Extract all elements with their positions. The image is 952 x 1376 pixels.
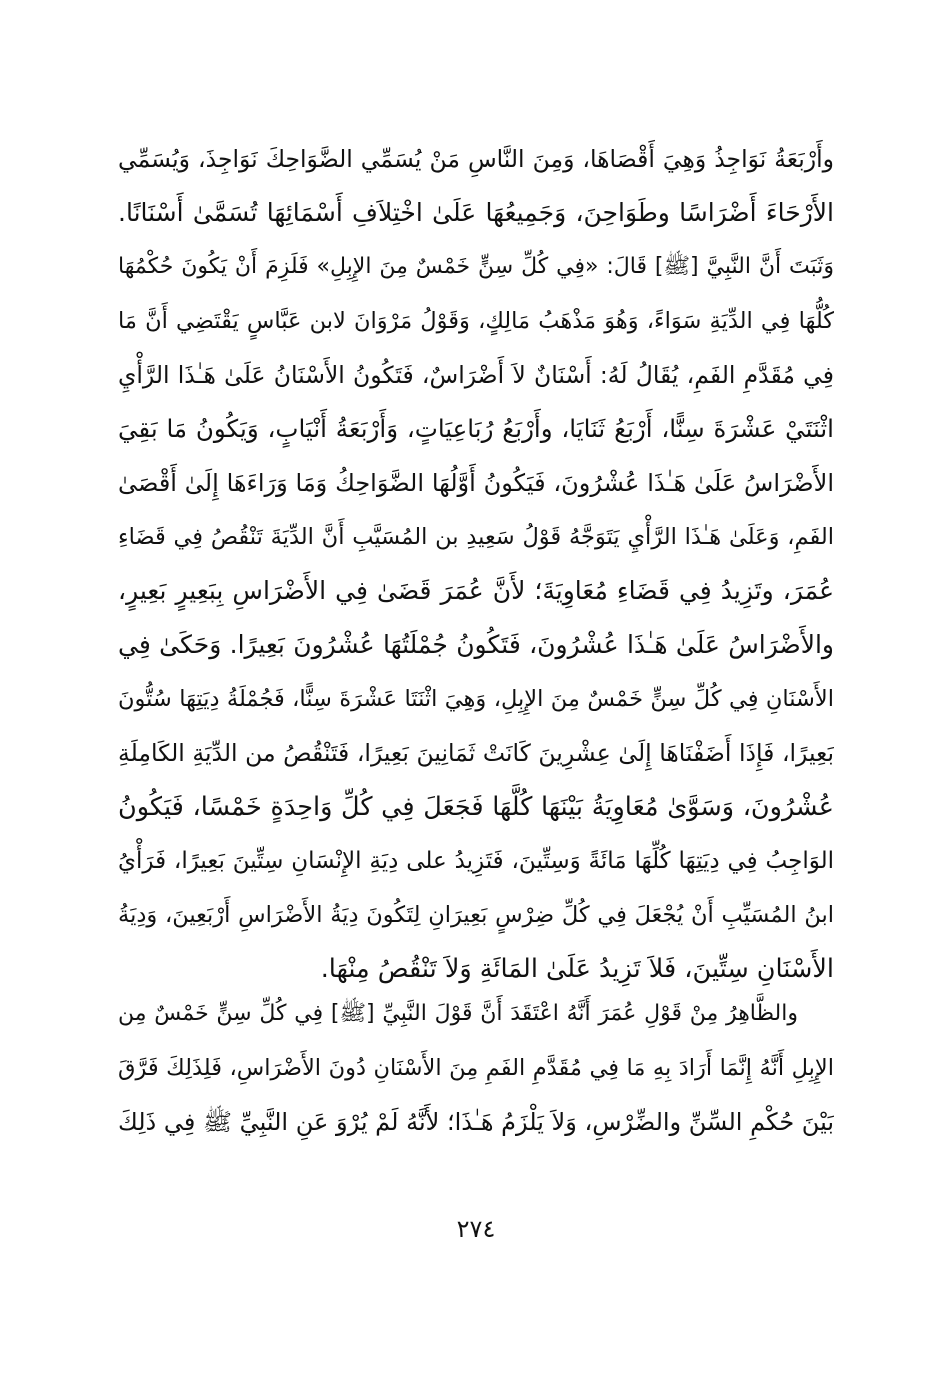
paragraph-line: الأَرْحَاءَ أَضْرَاسًا وطَوَاحِنَ، وَجَمِيعُهَا عَلَىٰ اخْتِلاَفِ أَسْمَائِهَا تُسَمَّىٰ أَسْنَانًا. <box>118 198 834 227</box>
paragraph-line: اثْنَتَيْ عَشْرَةَ سِنًّا، أَرْبَعُ ثَنَايَا، وأَرْبَعُ رُبَاعِيَاتٍ، وَأَرْبَعَةُ أَنْيَابٍ، وَيَكُونُ مَا بَقِيَ <box>118 414 834 443</box>
paragraph-line: كُلُّهَا فِي الدِّيَةِ سَوَاءً، وَهُوَ مَذْهَبُ مَالِكٍ، وَقَوْلُ مَرْوَانَ لابن عَبَّاسٍ يَقْتَضِي أَنَّ مَا <box>118 308 834 334</box>
paragraph-line: عُشْرُونَ، وَسَوَّىٰ مُعَاوِيَةُ بَيْنَهَا كُلَّهَا فَجَعَلَ فِي كُلِّ وَاحِدَةٍ خَمْسًا، فَيَكُونُ <box>118 792 834 822</box>
paragraph-line: الأَضْرَاسُ عَلَىٰ هَـٰذَا عُشْرُونَ، فَيَكُونُ أَوَّلُهَا الضَّوَاحِكُ وَمَا وَرَاءَهَا إِلَىٰ أَقْصَىٰ <box>118 469 834 497</box>
paragraph-line: عُمَرَ، وتَزِيدُ فِي قَضَاءِ مُعَاوِيَةَ؛ لأَنَّ عُمَرَ قَضَىٰ فِي الأَضْرَاسِ بِبَعِيرٍ بَعِيرٍ، <box>118 576 834 605</box>
paragraph-line: ابنُ المُسَيِّبِ أَنْ يُجْعَلَ فِي كُلِّ ضِرْسٍ بَعِيرَانِ لِتَكُونَ دِيَةُ الأَضْرَاسِ أَرْبَعِينَ، وَدِيَةُ <box>118 902 834 928</box>
paragraph-line: الأَسْنَانِ فِي كُلِّ سِنٍّ خَمْسٌ مِنَ الإِبِلِ، وَهِيَ اثْنَتَا عَشْرَةَ سِنًّا، فَجُمْلَةُ دِيَتِهَا سُتُّونَ <box>118 686 834 712</box>
paragraph-line: والأَضْرَاسُ عَلَىٰ هَـٰذَا عُشْرُونَ، فَتَكُونُ جُمْلَتُهَا عُشْرُونَ بَعِيرًا. وَحَكَىٰ فِي <box>118 630 834 659</box>
paragraph-line: وَثَبَتَ أَنَّ النَّبِيَّ [ﷺ] قَالَ: «فِي كُلِّ سِنٍّ خَمْسٌ مِنَ الإِبِلِ» فَلَزِمَ أَنْ يَكُونَ حُكْمُهَا <box>118 254 834 279</box>
paragraph-2 <box>118 987 834 1149</box>
paragraph-line: الأَسْنَانِ سِتِّينَ، فَلاَ تَزِيدُ عَلَىٰ المَائَةِ وَلاَ تَنْقُصُ مِنْهَا. <box>320 954 834 984</box>
paragraph-line: الإِبِلِ أَنَّهُ إِنَّمَا أَرَادَ بِهِ مَا فِي مُقَدَّمِ الفَمِ مِنَ الأَسْنَانِ دُونَ الأَضْرَاسِ، فَلِذَلِكَ فَرَّقَ <box>118 1055 834 1081</box>
paragraph-line: بَيْنَ حُكْمِ السِّنِّ والضِّرْسِ، وَلاَ يَلْزَمُ هَـٰذَا؛ لأَنَّهُ لَمْ يُرْوَ عَنِ النَّبِيِّ ﷺ فِي ذَلِكَ <box>118 1108 834 1136</box>
paragraph-line: فِي مُقَدَّمِ الفَمِ، يُقَالُ لَهُ: أَسْنَانٌ لاَ أَضْرَاسٌ، فَتَكُونُ الأَسْنَانُ عَلَىٰ هَـٰذَا الرَّأْيِ <box>118 361 834 389</box>
paragraph-line: وأَرْبَعَةُ نَوَاجِذُ وَهِيَ أَقْصَاهَا، وَمِنَ النَّاسِ مَنْ يُسَمِّي الضَّوَاحِكَ نَوَاجِذَ، وَيُسَمِّي <box>118 145 834 173</box>
page-number: ٢٧٤ <box>456 1215 496 1243</box>
paragraph-line: الوَاجِبُ فِي دِيَتِهَا كُلِّهَا مَائَةً وَسِتِّينَ، فَتَزِيدُ على دِيَةِ الإِنْسَانِ سِتِّينَ بَعِيرًا، فَرَأْيُ <box>118 848 834 874</box>
paragraph-1 <box>118 132 834 996</box>
paragraph-line: والظَّاهِرُ مِنْ قَوْلِ عُمَرَ أَنَّهُ اعْتَقَدَ أَنَّ قَوْلَ النَّبِيِّ [ﷺ] فِي كُلِّ سِنٍّ خَمْسٌ مِن <box>118 1001 798 1026</box>
paragraph-line: بَعِيرًا، فَإِذَا أَضَفْنَاهَا إِلَىٰ عِشْرِينَ كَانَتْ ثَمَانِينَ بَعِيرًا، فَتَنْقُصُ من الدِّيَةِ الكَامِلَةِ <box>118 739 834 767</box>
paragraph-line: الفَمِ، وَعَلَىٰ هَـٰذَا الرَّأْيِ يَتَوَجَّهُ قَوْلُ سَعِيدِ بن المُسَيَّبِ أَنَّ الدِّيَةَ تَنْقُصُ فِي قَضَاءِ <box>118 524 834 550</box>
